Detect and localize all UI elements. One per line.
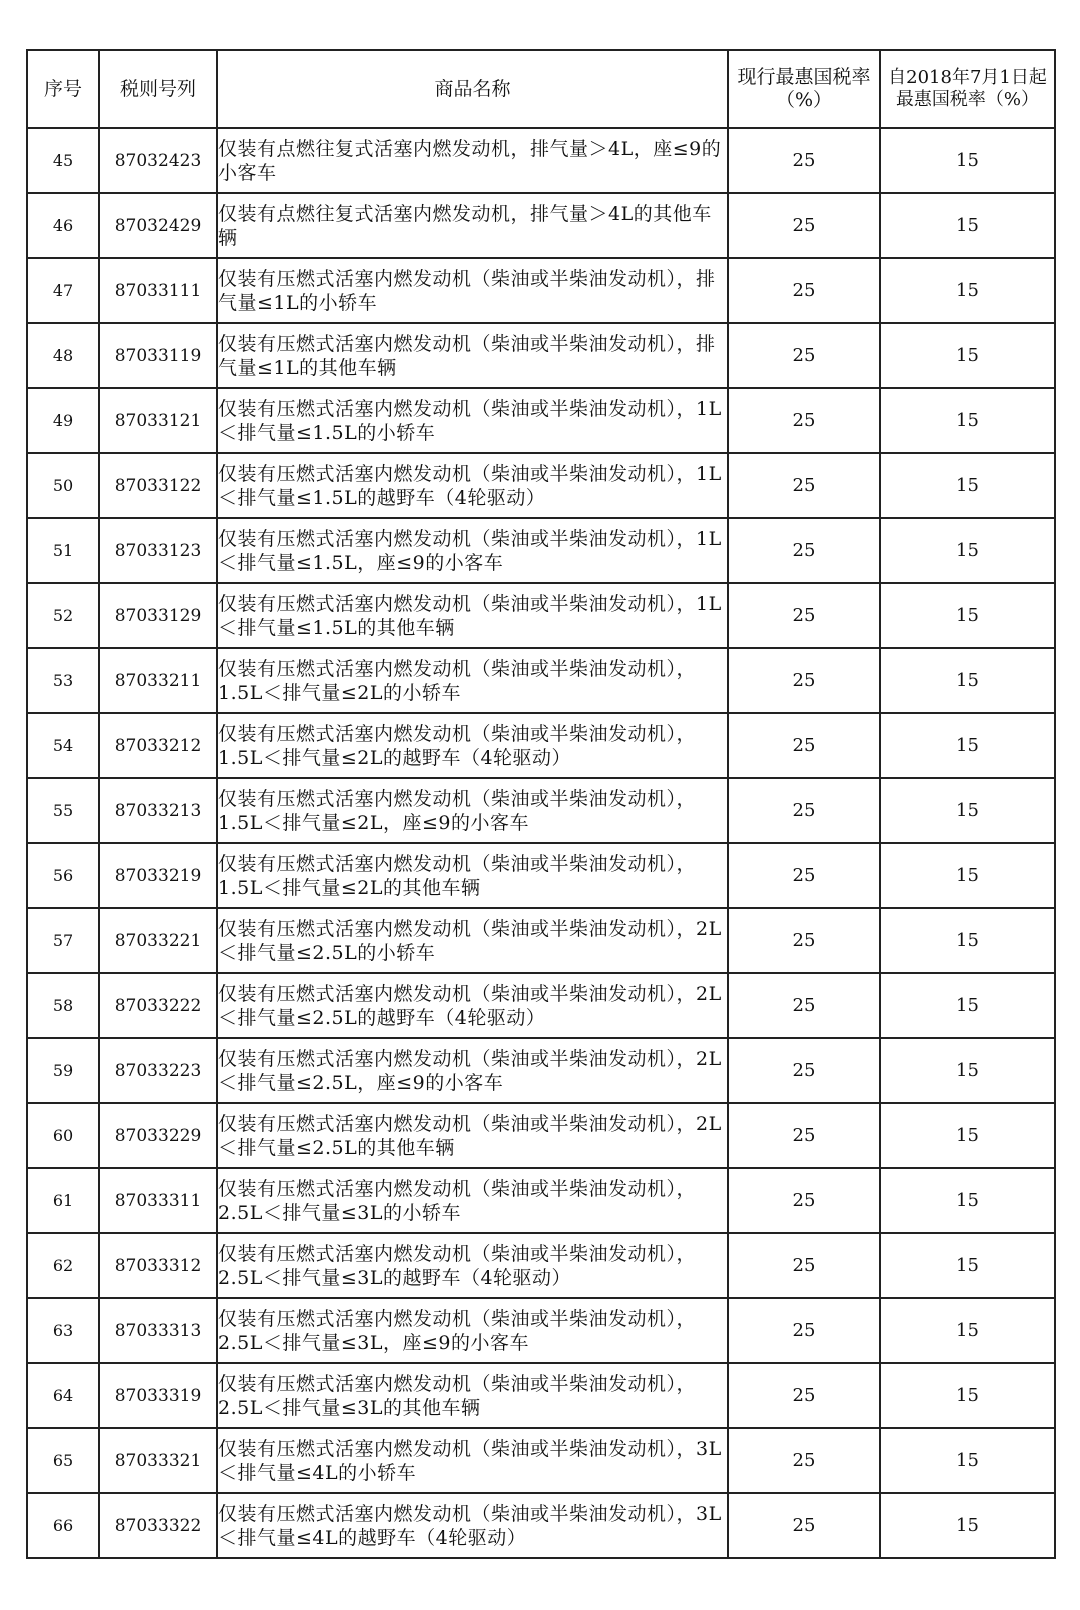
row-index: 64 bbox=[27, 1363, 99, 1428]
product-name: 仅装有压燃式活塞内燃发动机（柴油或半柴油发动机），3L＜排气量≤4L的越野车（4轮驱动） bbox=[217, 1493, 728, 1558]
tariff-code: 87033211 bbox=[99, 648, 217, 713]
current-rate: 25 bbox=[728, 323, 880, 388]
product-name: 仅装有压燃式活塞内燃发动机（柴油或半柴油发动机），1L＜排气量≤1.5L的越野车（4轮驱动） bbox=[217, 453, 728, 518]
product-name: 仅装有压燃式活塞内燃发动机（柴油或半柴油发动机），1.5L＜排气量≤2L的越野车（4轮驱动） bbox=[217, 713, 728, 778]
table-row bbox=[27, 128, 1055, 193]
current-rate: 25 bbox=[728, 1493, 880, 1558]
product-name: 仅装有压燃式活塞内燃发动机（柴油或半柴油发动机），1.5L＜排气量≤2L，座≤9的小客车 bbox=[217, 778, 728, 843]
tariff-code: 87033222 bbox=[99, 973, 217, 1038]
new-rate: 15 bbox=[880, 518, 1055, 583]
current-rate: 25 bbox=[728, 778, 880, 843]
current-rate: 25 bbox=[728, 1363, 880, 1428]
new-rate: 15 bbox=[880, 1363, 1055, 1428]
new-rate: 15 bbox=[880, 713, 1055, 778]
row-index: 65 bbox=[27, 1428, 99, 1493]
table-row bbox=[27, 388, 1055, 453]
new-rate: 15 bbox=[880, 453, 1055, 518]
tariff-code: 87033321 bbox=[99, 1428, 217, 1493]
tariff-code: 87033221 bbox=[99, 908, 217, 973]
product-name: 仅装有点燃往复式活塞内燃发动机，排气量＞4L的其他车辆 bbox=[217, 193, 728, 258]
new-rate: 15 bbox=[880, 973, 1055, 1038]
new-rate: 15 bbox=[880, 1038, 1055, 1103]
product-name: 仅装有压燃式活塞内燃发动机（柴油或半柴油发动机），2L＜排气量≤2.5L的越野车（4轮驱动） bbox=[217, 973, 728, 1038]
table-row bbox=[27, 583, 1055, 648]
tariff-code: 87032423 bbox=[99, 128, 217, 193]
row-index: 55 bbox=[27, 778, 99, 843]
product-name: 仅装有压燃式活塞内燃发动机（柴油或半柴油发动机），1L＜排气量≤1.5L的小轿车 bbox=[217, 388, 728, 453]
new-rate: 15 bbox=[880, 1168, 1055, 1233]
row-index: 45 bbox=[27, 128, 99, 193]
product-name: 仅装有压燃式活塞内燃发动机（柴油或半柴油发动机），3L＜排气量≤4L的小轿车 bbox=[217, 1428, 728, 1493]
new-rate: 15 bbox=[880, 1103, 1055, 1168]
row-index: 58 bbox=[27, 973, 99, 1038]
table-row bbox=[27, 1233, 1055, 1298]
new-rate: 15 bbox=[880, 1298, 1055, 1363]
table-row bbox=[27, 778, 1055, 843]
current-rate: 25 bbox=[728, 453, 880, 518]
header-index: 序号 bbox=[27, 50, 99, 128]
new-rate: 15 bbox=[880, 128, 1055, 193]
product-name: 仅装有压燃式活塞内燃发动机（柴油或半柴油发动机），1.5L＜排气量≤2L的小轿车 bbox=[217, 648, 728, 713]
row-index: 47 bbox=[27, 258, 99, 323]
current-rate: 25 bbox=[728, 1428, 880, 1493]
product-name: 仅装有压燃式活塞内燃发动机（柴油或半柴油发动机），1L＜排气量≤1.5L的其他车辆 bbox=[217, 583, 728, 648]
row-index: 61 bbox=[27, 1168, 99, 1233]
new-rate: 15 bbox=[880, 843, 1055, 908]
new-rate: 15 bbox=[880, 323, 1055, 388]
row-index: 66 bbox=[27, 1493, 99, 1558]
row-index: 56 bbox=[27, 843, 99, 908]
product-name: 仅装有压燃式活塞内燃发动机（柴油或半柴油发动机），2.5L＜排气量≤3L，座≤9的小客车 bbox=[217, 1298, 728, 1363]
row-index: 52 bbox=[27, 583, 99, 648]
table-row bbox=[27, 1493, 1055, 1558]
current-rate: 25 bbox=[728, 258, 880, 323]
tariff-code: 87033122 bbox=[99, 453, 217, 518]
tariff-code: 87033319 bbox=[99, 1363, 217, 1428]
new-rate: 15 bbox=[880, 388, 1055, 453]
table-row bbox=[27, 518, 1055, 583]
product-name: 仅装有压燃式活塞内燃发动机（柴油或半柴油发动机），1L＜排气量≤1.5L，座≤9的小客车 bbox=[217, 518, 728, 583]
new-rate: 15 bbox=[880, 193, 1055, 258]
header-current-rate: 现行最惠国税率（%） bbox=[728, 50, 880, 128]
row-index: 62 bbox=[27, 1233, 99, 1298]
table-row bbox=[27, 1103, 1055, 1168]
product-name: 仅装有压燃式活塞内燃发动机（柴油或半柴油发动机），排气量≤1L的小轿车 bbox=[217, 258, 728, 323]
table-row bbox=[27, 908, 1055, 973]
table-body bbox=[27, 128, 1055, 1558]
tariff-code: 87033313 bbox=[99, 1298, 217, 1363]
row-index: 51 bbox=[27, 518, 99, 583]
table-row bbox=[27, 1428, 1055, 1493]
product-name: 仅装有压燃式活塞内燃发动机（柴油或半柴油发动机），2L＜排气量≤2.5L的其他车辆 bbox=[217, 1103, 728, 1168]
product-name: 仅装有压燃式活塞内燃发动机（柴油或半柴油发动机），排气量≤1L的其他车辆 bbox=[217, 323, 728, 388]
table-row bbox=[27, 648, 1055, 713]
new-rate: 15 bbox=[880, 258, 1055, 323]
tariff-table bbox=[26, 49, 1056, 1559]
table-row bbox=[27, 193, 1055, 258]
header-new-rate: 自2018年7月1日起最惠国税率（%） bbox=[880, 50, 1055, 128]
product-name: 仅装有压燃式活塞内燃发动机（柴油或半柴油发动机），2.5L＜排气量≤3L的越野车（4轮驱动） bbox=[217, 1233, 728, 1298]
table-header bbox=[27, 50, 1055, 128]
current-rate: 25 bbox=[728, 1103, 880, 1168]
table-row bbox=[27, 1038, 1055, 1103]
table-row bbox=[27, 843, 1055, 908]
tariff-code: 87033111 bbox=[99, 258, 217, 323]
current-rate: 25 bbox=[728, 583, 880, 648]
tariff-code: 87033213 bbox=[99, 778, 217, 843]
row-index: 50 bbox=[27, 453, 99, 518]
row-index: 54 bbox=[27, 713, 99, 778]
header-code: 税则号列 bbox=[99, 50, 217, 128]
table-row bbox=[27, 258, 1055, 323]
current-rate: 25 bbox=[728, 1298, 880, 1363]
table-row bbox=[27, 323, 1055, 388]
product-name: 仅装有点燃往复式活塞内燃发动机，排气量＞4L，座≤9的小客车 bbox=[217, 128, 728, 193]
row-index: 53 bbox=[27, 648, 99, 713]
header-row bbox=[27, 50, 1055, 128]
table-row bbox=[27, 1168, 1055, 1233]
row-index: 49 bbox=[27, 388, 99, 453]
table-row bbox=[27, 713, 1055, 778]
tariff-code: 87033311 bbox=[99, 1168, 217, 1233]
table-row bbox=[27, 1363, 1055, 1428]
current-rate: 25 bbox=[728, 128, 880, 193]
product-name: 仅装有压燃式活塞内燃发动机（柴油或半柴油发动机），2.5L＜排气量≤3L的小轿车 bbox=[217, 1168, 728, 1233]
row-index: 60 bbox=[27, 1103, 99, 1168]
tariff-code: 87033119 bbox=[99, 323, 217, 388]
product-name: 仅装有压燃式活塞内燃发动机（柴油或半柴油发动机），2.5L＜排气量≤3L的其他车辆 bbox=[217, 1363, 728, 1428]
current-rate: 25 bbox=[728, 908, 880, 973]
tariff-code: 87032429 bbox=[99, 193, 217, 258]
header-name: 商品名称 bbox=[217, 50, 728, 128]
current-rate: 25 bbox=[728, 193, 880, 258]
new-rate: 15 bbox=[880, 648, 1055, 713]
row-index: 57 bbox=[27, 908, 99, 973]
new-rate: 15 bbox=[880, 908, 1055, 973]
tariff-code: 87033223 bbox=[99, 1038, 217, 1103]
tariff-code: 87033212 bbox=[99, 713, 217, 778]
tariff-code: 87033129 bbox=[99, 583, 217, 648]
product-name: 仅装有压燃式活塞内燃发动机（柴油或半柴油发动机），2L＜排气量≤2.5L，座≤9的小客车 bbox=[217, 1038, 728, 1103]
tariff-code: 87033219 bbox=[99, 843, 217, 908]
new-rate: 15 bbox=[880, 583, 1055, 648]
current-rate: 25 bbox=[728, 518, 880, 583]
current-rate: 25 bbox=[728, 843, 880, 908]
current-rate: 25 bbox=[728, 713, 880, 778]
current-rate: 25 bbox=[728, 1038, 880, 1103]
product-name: 仅装有压燃式活塞内燃发动机（柴油或半柴油发动机），1.5L＜排气量≤2L的其他车辆 bbox=[217, 843, 728, 908]
current-rate: 25 bbox=[728, 388, 880, 453]
current-rate: 25 bbox=[728, 973, 880, 1038]
new-rate: 15 bbox=[880, 778, 1055, 843]
row-index: 48 bbox=[27, 323, 99, 388]
table-row bbox=[27, 453, 1055, 518]
current-rate: 25 bbox=[728, 1168, 880, 1233]
tariff-code: 87033322 bbox=[99, 1493, 217, 1558]
tariff-code: 87033121 bbox=[99, 388, 217, 453]
new-rate: 15 bbox=[880, 1493, 1055, 1558]
tariff-code: 87033229 bbox=[99, 1103, 217, 1168]
current-rate: 25 bbox=[728, 648, 880, 713]
row-index: 63 bbox=[27, 1298, 99, 1363]
new-rate: 15 bbox=[880, 1428, 1055, 1493]
tariff-code: 87033312 bbox=[99, 1233, 217, 1298]
row-index: 59 bbox=[27, 1038, 99, 1103]
product-name: 仅装有压燃式活塞内燃发动机（柴油或半柴油发动机），2L＜排气量≤2.5L的小轿车 bbox=[217, 908, 728, 973]
table-row bbox=[27, 1298, 1055, 1363]
new-rate: 15 bbox=[880, 1233, 1055, 1298]
table-row bbox=[27, 973, 1055, 1038]
tariff-code: 87033123 bbox=[99, 518, 217, 583]
row-index: 46 bbox=[27, 193, 99, 258]
current-rate: 25 bbox=[728, 1233, 880, 1298]
